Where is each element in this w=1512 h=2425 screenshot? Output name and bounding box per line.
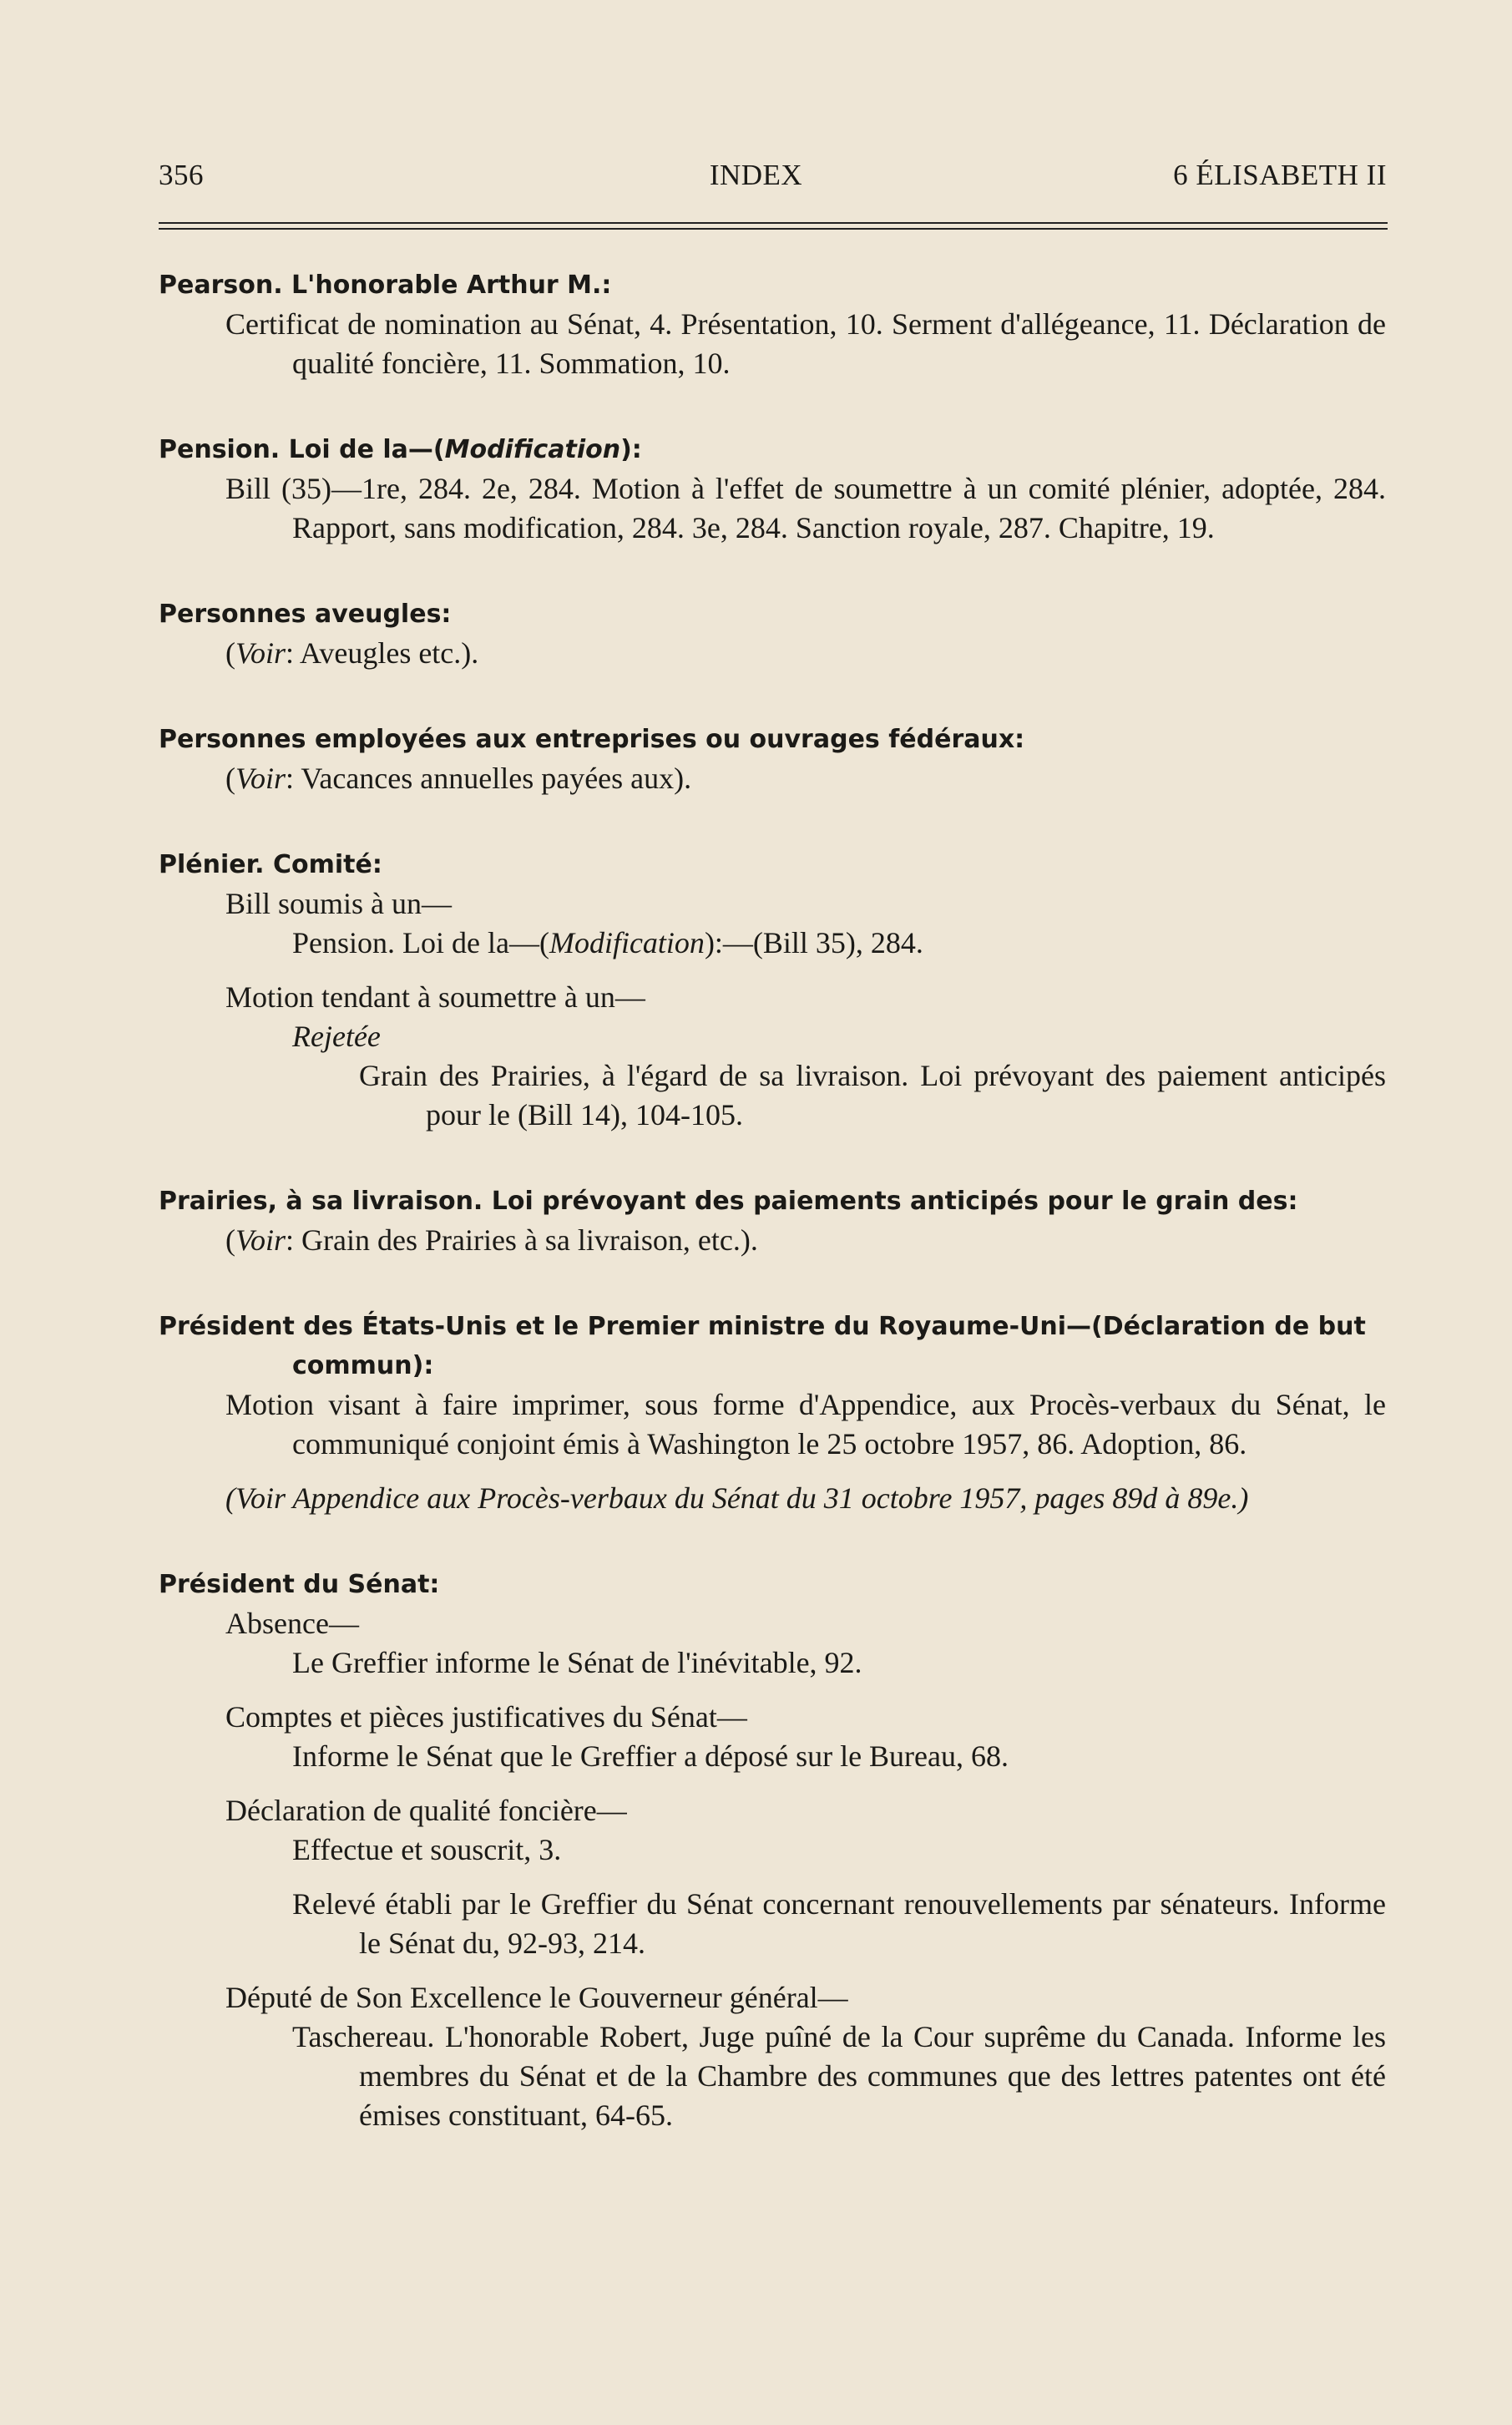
entry-prairies <box>159 1182 1386 1260</box>
entry-heading <box>159 430 1386 469</box>
running-title: INDEX <box>709 159 803 191</box>
subentry: Comptes et pièces justificatives du Sénat— <box>225 1700 747 1734</box>
heading-part: Pension. Loi de la—( <box>159 435 445 464</box>
subentry-item: Taschereau. L'honorable Robert, Juge puîné de la Cour suprême du Canada. Informe les membres du Sénat et de la Chambre des communes que des lettres patentes ont été émises constituant, 64-65. <box>292 2020 1386 2132</box>
entry-note: (Voir Appendice aux Procès-verbaux du Sénat du 31 octobre 1957, pages 89d à 89e.) <box>225 1481 1249 1515</box>
subentry-item: Effectue et souscrit, 3. <box>292 1833 562 1866</box>
subentry: Absence— <box>225 1607 359 1640</box>
entry-heading: Prairies, à sa livraison. Loi prévoyant des paiements anticipés pour le grain des: <box>159 1187 1298 1216</box>
entry-heading: Pearson. L'honorable Arthur M.: <box>159 271 612 300</box>
entry-text: Bill (35)—1re, 284. 2e, 284. Motion à l'effet de soumettre à un comité plénier, adoptée, 284. Rapport, sans modification, 284. 3e, 284. Sanction royale, 287. Chapitre, 19. <box>225 472 1386 544</box>
paren-open: ( <box>225 762 235 795</box>
voir-label: Voir <box>235 636 286 670</box>
paren-open: ( <box>225 1223 235 1257</box>
entry-president-etats-unis <box>159 1307 1386 1518</box>
index-entries <box>159 266 1386 2182</box>
subentry: Déclaration de qualité foncière— <box>225 1794 627 1827</box>
subentry: Député de Son Excellence le Gouverneur général— <box>225 1981 848 2014</box>
voir-label: Voir <box>235 762 286 795</box>
heading-italic: Modification <box>444 435 621 464</box>
page-number: 356 <box>159 159 204 191</box>
heading-part: ): <box>620 435 642 464</box>
subentry-item: Le Greffier informe le Sénat de l'inévitable, 92. <box>292 1646 862 1679</box>
entry-personnes-employees <box>159 720 1386 798</box>
item-part: ):—(Bill 35), 284. <box>704 926 923 959</box>
reference-text: : Aveugles etc.). <box>286 636 479 670</box>
entry-heading: Personnes aveugles: <box>159 600 452 629</box>
entry-heading: Personnes employées aux entreprises ou ouvrages fédéraux: <box>159 725 1025 754</box>
item-italic: Modification <box>549 926 705 959</box>
cross-reference <box>159 634 1386 673</box>
entry-pearson <box>159 266 1386 383</box>
entry-text: Motion visant à faire imprimer, sous forme d'Appendice, aux Procès-verbaux du Sénat, le communiqué conjoint émis à Washington le 25 octobre 1957, 86. Adoption, 86. <box>225 1388 1386 1461</box>
entry-heading: Président des États-Unis et le Premier ministre du Royaume-Uni—(Déclaration de but commun): <box>159 1312 1366 1380</box>
header-rule-bottom <box>159 228 1388 230</box>
voir-label: Voir <box>235 1223 286 1257</box>
subentry-item: Grain des Prairies, à l'égard de sa livraison. Loi prévoyant des paiement anticipés pour le (Bill 14), 104-105. <box>359 1059 1386 1131</box>
paren-open: ( <box>225 636 235 670</box>
reference-text: : Grain des Prairies à sa livraison, etc.). <box>286 1223 758 1257</box>
subentry-label: Rejetée <box>292 1020 381 1053</box>
entry-pension <box>159 430 1386 548</box>
cross-reference <box>159 759 1386 798</box>
subentry-item: Relevé établi par le Greffier du Sénat concernant renouvellements par sénateurs. Informe le Sénat du, 92-93, 214. <box>292 1887 1386 1960</box>
cross-reference <box>159 1221 1386 1260</box>
entry-president-senat <box>159 1565 1386 2135</box>
entry-personnes-aveugles <box>159 595 1386 673</box>
entry-plenier <box>159 845 1386 1135</box>
volume-label: 6 ÉLISABETH II <box>1173 159 1387 191</box>
subentry: Bill soumis à un— <box>225 887 453 920</box>
entry-heading: Président du Sénat: <box>159 1570 440 1599</box>
reference-text: : Vacances annuelles payées aux). <box>286 762 692 795</box>
entry-text: Certificat de nomination au Sénat, 4. Présentation, 10. Serment d'allégeance, 11. Déclaration de qualité foncière, 11. Sommation, 10. <box>225 307 1386 380</box>
subentry: Motion tendant à soumettre à un— <box>225 980 645 1014</box>
header-rule-top <box>159 222 1388 224</box>
item-part: Pension. Loi de la—( <box>292 926 549 959</box>
entry-heading: Plénier. Comité: <box>159 850 382 879</box>
subentry-item: Informe le Sénat que le Greffier a déposé sur le Bureau, 68. <box>292 1739 1009 1773</box>
subentry-item <box>159 924 1386 963</box>
